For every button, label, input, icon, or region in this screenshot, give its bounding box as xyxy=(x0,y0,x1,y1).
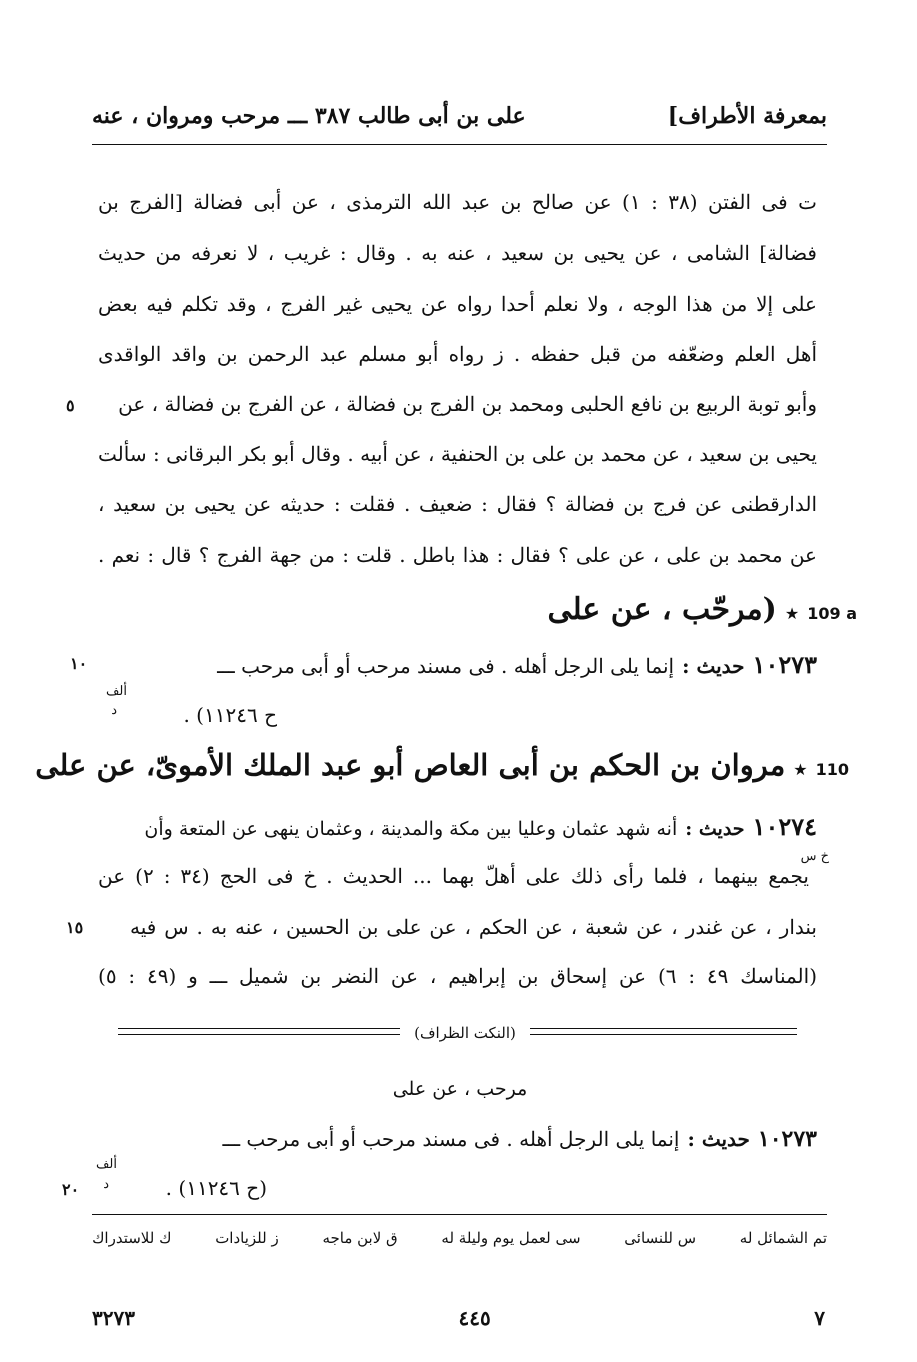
nukat-separator-label: (النكت الظراف) xyxy=(400,1024,530,1042)
entry-110-heading xyxy=(35,748,849,782)
hadith-10274-marker: خ س xyxy=(800,849,829,864)
nukat-heading: مرحب ، عن على xyxy=(392,1078,528,1100)
hadith-number: ١٠٢٧٣ xyxy=(757,1126,817,1152)
hadith-number: ١٠٢٧٤ xyxy=(752,812,817,841)
hadith-text: إنما يلى الرجل أهله . فى مسند مرحب أو أبى مرحب ـــ xyxy=(217,654,675,678)
hadith-text: أنه شهد عثمان وعليا بين مكة والمدينة ، وعثمان ينهى عن المتعة وأن xyxy=(144,818,678,840)
text-line-5: وأبو توبة الربيع بن نافع الحلبى ومحمد بن الفرج بن فضالة ، عن الفرج بن فضالة ، عن xyxy=(118,392,817,416)
abbrev-item: ز للزيادات xyxy=(215,1229,279,1247)
text-line-8: عن محمد بن على ، عن على ؟ فقال : هذا باطل . قلت : من جهة الفرج ؟ قال : نعم . xyxy=(98,543,817,567)
hadith-10273-line xyxy=(217,650,817,679)
entry-109-heading xyxy=(547,592,857,627)
nukat-ref: (ح ١١٢٤٦) . xyxy=(165,1176,267,1200)
entry-110-id: 110 xyxy=(815,760,849,779)
margin-number-15: ١٥ xyxy=(66,918,84,937)
hadith-10274-line-4: (المناسك ٤٩ : ٦) عن إسحاق بن إبراهيم ، عن النضر بن شميل ـــ و (٤٩ : ٥) xyxy=(98,964,818,988)
hadith-10274-line-3: بندار ، عن غندر ، عن شعبة ، عن الحكم ، عن على بن الحسين ، عنه به . س فيه xyxy=(130,915,817,939)
abbrev-item: تم الشمائل له xyxy=(739,1229,827,1247)
text-line-4: أهل العلم وضعّفه من قبل حفظه . ز رواه أبو مسلم عبد الرحمن بن واقد الواقدى xyxy=(98,342,817,366)
star-icon: ★ xyxy=(793,760,808,779)
hadith-label: حديث : xyxy=(682,654,745,678)
abbrev-item: سى لعمل يوم وليلة له xyxy=(441,1229,581,1247)
text-line-1: ت فى الفتن (٣٨ : ١) عن صالح بن عبد الله الترمذى ، عن أبى فضالة [الفرج بن xyxy=(98,190,818,214)
entry-109-id: 109 a xyxy=(807,604,857,623)
footer-code: ٣٢٧٣ xyxy=(92,1306,135,1330)
hadith-10274-line-1 xyxy=(98,812,817,841)
running-header xyxy=(92,96,827,136)
header-rule xyxy=(92,144,827,145)
hadith-label: حديث : xyxy=(687,1127,750,1151)
margin-number-20: ٢٠ xyxy=(62,1180,80,1199)
nukat-hadith-line xyxy=(223,1126,818,1152)
margin-number-5: ٥ xyxy=(66,396,75,415)
abbrev-rule xyxy=(92,1214,827,1215)
header-book-title: بمعرفة الأطراف] xyxy=(667,103,827,129)
note-alif: ألف xyxy=(105,684,127,699)
note-alif: ألف xyxy=(95,1157,117,1172)
footer-volume: ٧ xyxy=(814,1306,825,1330)
abbrev-item: ق لابن ماجه xyxy=(322,1229,398,1247)
text-line-2: فضالة] الشامى ، عن يحيى بن سعيد ، عنه به . وقال : غريب ، لا نعرفه من حديث xyxy=(98,241,817,265)
header-section-title: على بن أبى طالب ٣٨٧ ـــ مرحب ومروان ، عنه xyxy=(92,103,526,129)
entry-109-title: (مرحّب ، عن على xyxy=(547,592,777,627)
abbreviation-key xyxy=(92,1229,827,1247)
hadith-10274-line-2: يجمع بينهما ، فلما رأى ذلك على أهلّ بهما ... الحديث . خ فى الحج (٣٤ : ٢) عن xyxy=(98,864,809,888)
text-line-3: على إلا من هذا الوجه ، ولا نعلم أحدا رواه عن يحيى غير الفرج ، وقد تكلم فيه بعض xyxy=(98,292,817,316)
hadith-label: حديث : xyxy=(685,818,745,840)
footer-page-number: ٤٤٥ xyxy=(458,1306,491,1330)
hadith-text: إنما يلى الرجل أهله . فى مسند مرحب أو أبى مرحب ـــ xyxy=(222,1127,680,1151)
margin-number-10: ١٠ xyxy=(70,654,88,673)
note-dal: د xyxy=(111,703,117,718)
entry-110-title: مروان بن الحكم بن أبى العاص أبو عبد الملك الأموىّ، عن على xyxy=(35,748,786,782)
abbrev-item: س للنسائى xyxy=(624,1229,697,1247)
star-icon: ★ xyxy=(784,604,800,623)
note-dal: د xyxy=(103,1177,109,1192)
text-line-7: الدارقطنى عن فرج بن فضالة ؟ فقال : ضعيف . فقلت : حديثه عن يحيى بن سعيد ، xyxy=(98,492,817,516)
text-line-6: يحيى بن سعيد ، عن محمد بن على بن الحنفية ، عن أبيه . وقال أبو بكر البرقانى : سألت xyxy=(98,442,817,466)
hadith-number: ١٠٢٧٣ xyxy=(752,650,817,679)
abbrev-item: ك للاستدراك xyxy=(92,1229,172,1247)
page-footer xyxy=(92,1306,825,1330)
hadith-10273-ref: ح ١١٢٤٦) . xyxy=(183,703,277,727)
